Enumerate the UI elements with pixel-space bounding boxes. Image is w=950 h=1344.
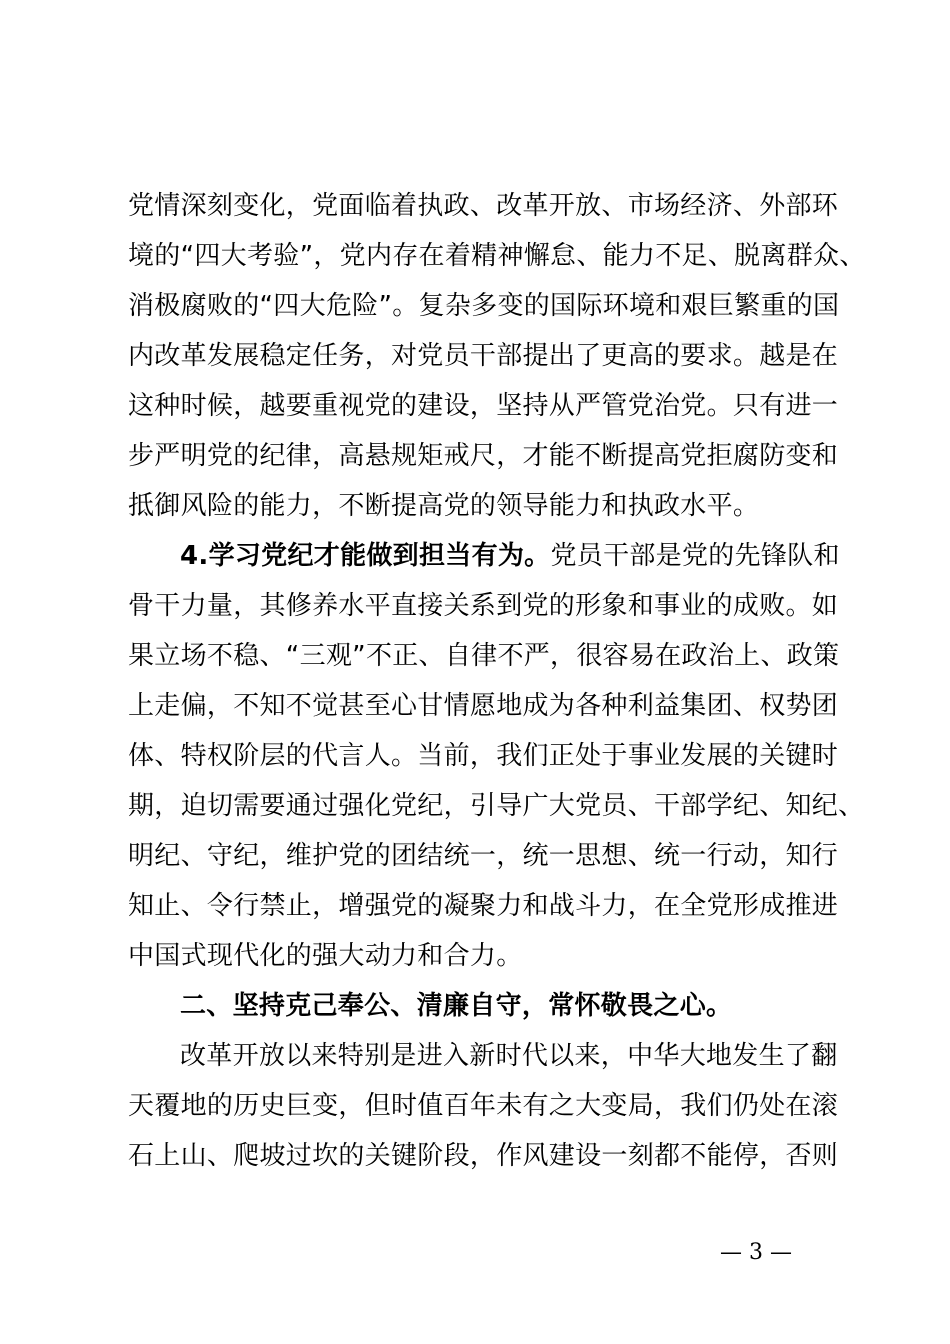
text-line: 中国式现代化的强大动力和合力。: [128, 941, 523, 971]
text-line: 抵御风险的能力，不断提高党的领导能力和执政水平。: [128, 491, 760, 521]
page-number: — 3 —: [720, 1240, 792, 1265]
text-line: 内改革发展稳定任务，对党员干部提出了更高的要求。越是在: [128, 341, 839, 371]
paragraph-4-first-line: [180, 536, 840, 576]
text-line: 天覆地的历史巨变，但时值百年未有之大变局，我们仍处在滚: [128, 1091, 839, 1121]
text-line: 知止、令行禁止，增强党的凝聚力和战斗力，在全党形成推进: [128, 891, 839, 921]
text-line: 境的“四大考验”，党内存在着精神懈怠、能力不足、脱离群众、: [128, 241, 866, 271]
text-line: 骨干力量，其修养水平直接关系到党的形象和事业的成败。如: [128, 591, 839, 621]
text-line: 果立场不稳、“三观”不正、自律不严，很容易在政治上、政策: [128, 641, 840, 671]
paragraph-4-heading: 4.学习党纪才能做到担当有为。: [180, 541, 551, 571]
text-line: 步严明党的纪律，高悬规矩戒尺，才能不断提高党拒腐防变和: [128, 441, 839, 471]
text-line: 体、特权阶层的代言人。当前，我们正处于事业发展的关键时: [128, 741, 839, 771]
text-line: 改革开放以来特别是进入新时代以来，中华大地发生了翻: [180, 1041, 838, 1071]
text-line: 党情深刻变化，党面临着执政、改革开放、市场经济、外部环: [128, 191, 839, 221]
text-line: 消极腐败的“四大危险”。复杂多变的国际环境和艰巨繁重的国: [128, 291, 840, 321]
text-line: 石上山、爬坡过坎的关键阶段，作风建设一刻都不能停，否则: [128, 1141, 839, 1171]
text-line: 期，迫切需要通过强化党纪，引导广大党员、干部学纪、知纪、: [128, 791, 865, 821]
paragraph-4-text: 党员干部是党的先锋队和: [550, 541, 840, 571]
text-line: 这种时候，越要重视党的建设，坚持从严管党治党。只有进一: [128, 391, 839, 421]
text-line: 上走偏，不知不觉甚至心甘情愿地成为各种利益集团、权势团: [128, 691, 839, 721]
section-2-heading: 二、坚持克己奉公、清廉自守，常怀敬畏之心。: [180, 991, 733, 1021]
text-line: 明纪、守纪，维护党的团结统一，统一思想、统一行动，知行: [128, 841, 839, 871]
